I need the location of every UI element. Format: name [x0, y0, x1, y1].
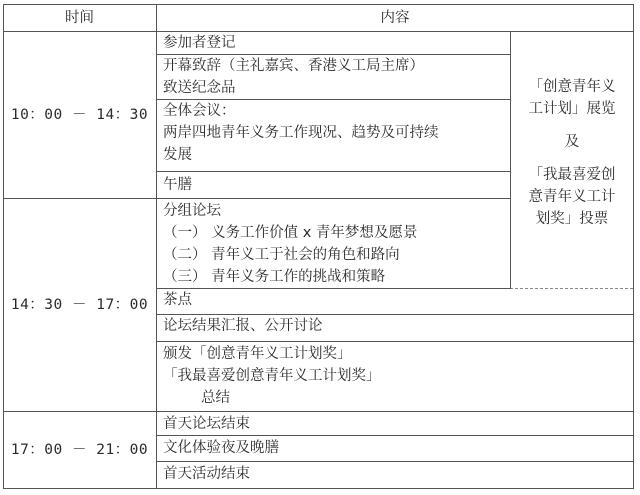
- time-slot-3-label: 17：00 － 21：00: [10, 442, 149, 458]
- agenda-row: [157, 343, 633, 409]
- side-note-line: 及: [564, 134, 580, 150]
- time-slot-3: [3, 412, 156, 488]
- agenda-text: 致送纪念品: [163, 80, 236, 96]
- agenda-text: 茶点: [163, 292, 192, 308]
- agenda-row: [157, 200, 510, 288]
- agenda-text: 全体会议：: [163, 103, 236, 119]
- exhibition-voting-note: [511, 76, 633, 256]
- agenda-row: [157, 437, 633, 459]
- agenda-row: [157, 463, 633, 485]
- time-slot-1: [3, 32, 156, 198]
- agenda-text: 文化体验夜及晚膳: [163, 440, 279, 456]
- side-note-line: 「创意青年义: [528, 79, 616, 95]
- agenda-text: 颁发「创意青年义工计划奖」: [163, 346, 352, 362]
- side-note-line: [511, 120, 633, 131]
- side-note-line: 划奖」投票: [535, 211, 609, 227]
- agenda-row: [157, 174, 510, 196]
- agenda-text: 参加者登记: [163, 35, 236, 51]
- side-note-line: 工计划」展览: [528, 101, 616, 117]
- agenda-text: 分组论坛: [163, 203, 221, 219]
- time-slot-1-label: 10：00 － 14：30: [10, 107, 149, 123]
- agenda-text: 午膳: [163, 177, 192, 193]
- agenda-text: （三） 青年义务工作的挑战和策略: [163, 269, 386, 285]
- agenda-text: 两岸四地青年义务工作现况、趋势及可持续: [163, 125, 439, 141]
- agenda-text: 「我最喜爱创意青年义工计划奖」: [163, 368, 381, 384]
- agenda-text: （一） 义务工作价值 x 青年梦想及愿景: [163, 225, 418, 241]
- agenda-text: 总结: [201, 390, 230, 406]
- time-slot-2: [3, 199, 156, 411]
- agenda-text: 论坛结果汇报、公开讨论: [163, 318, 323, 334]
- agenda-text: 首天活动结束: [163, 466, 250, 482]
- agenda-row: [157, 315, 633, 337]
- agenda-text: 发展: [163, 147, 192, 163]
- agenda-row: [157, 100, 510, 166]
- side-note-line: [511, 153, 633, 164]
- agenda-text: （二） 青年义工于社会的角色和路向: [163, 247, 400, 263]
- agenda-row: [157, 413, 633, 435]
- agenda-text: 首天论坛结束: [163, 416, 250, 432]
- agenda-row: [157, 32, 510, 54]
- header-content: [157, 5, 633, 31]
- side-note-line: 「我最喜爱创: [528, 167, 616, 183]
- header-content-label: 内容: [380, 10, 410, 26]
- header-time-label: 时间: [65, 10, 94, 26]
- side-note-line: 意青年义工计: [528, 189, 616, 205]
- agenda-text: 开幕致辞（主礼嘉宾、香港义工局主席）: [163, 58, 424, 74]
- time-slot-2-label: 14：30 － 17：00: [10, 297, 149, 313]
- header-time: [3, 5, 156, 31]
- agenda-row: [157, 55, 510, 99]
- agenda-row: [157, 289, 510, 311]
